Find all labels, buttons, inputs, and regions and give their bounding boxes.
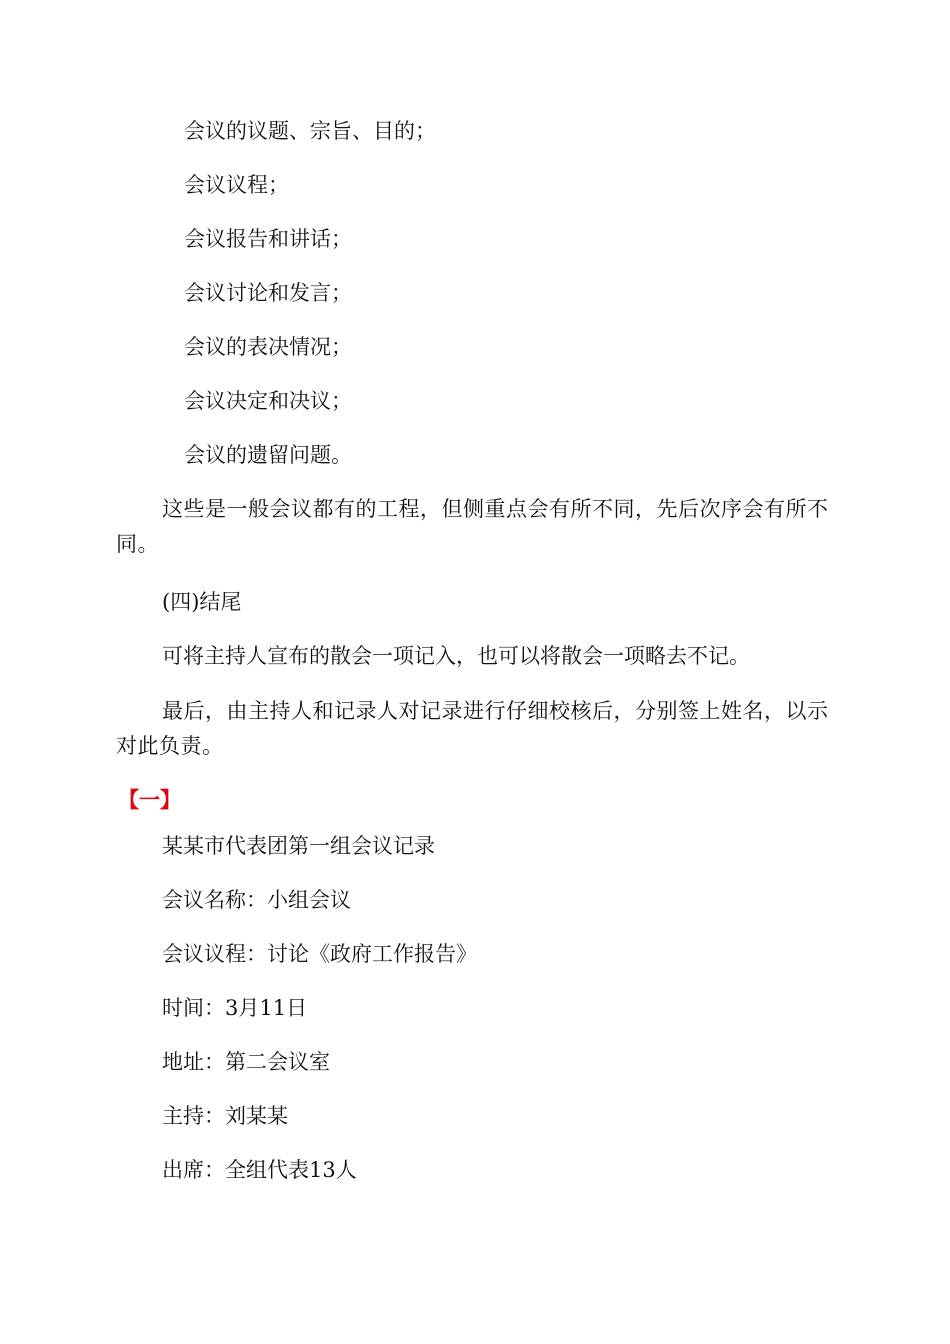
- paragraph-closing-2: 最后，由主持人和记录人对记录进行仔细校核后，分别签上姓名，以示对此负责。: [116, 699, 829, 758]
- list-item-open-issues: 会议的遗留问题。: [184, 443, 352, 467]
- list-item-topic: 会议的议题、宗旨、目的；: [184, 119, 436, 143]
- example-location: 地址：第二会议室: [162, 1050, 330, 1074]
- list-item-discussion: 会议讨论和发言；: [184, 281, 352, 305]
- example-time: 时间：3月11日: [162, 996, 308, 1020]
- paragraph-general: 这些是一般会议都有的工程，但侧重点会有所不同，先后次序会有所不同。: [116, 497, 829, 556]
- example-attendance: 出席：全组代表13人: [162, 1158, 357, 1182]
- example-agenda: 会议议程：讨论《政府工作报告》: [162, 942, 477, 966]
- list-item-reports: 会议报告和讲话；: [184, 227, 352, 251]
- list-item-agenda: 会议议程；: [184, 173, 289, 197]
- example-heading: 【一】: [118, 788, 181, 812]
- list-item-voting: 会议的表决情况；: [184, 335, 352, 359]
- example-meeting-name: 会议名称：小组会议: [162, 888, 351, 912]
- section-four-title: (四)结尾: [162, 590, 242, 614]
- example-host: 主持：刘某某: [162, 1104, 288, 1128]
- list-item-decisions: 会议决定和决议；: [184, 389, 352, 413]
- example-title: 某某市代表团第一组会议记录: [162, 834, 435, 858]
- paragraph-closing-1: 可将主持人宣布的散会一项记入，也可以将散会一项略去不记。: [162, 644, 750, 668]
